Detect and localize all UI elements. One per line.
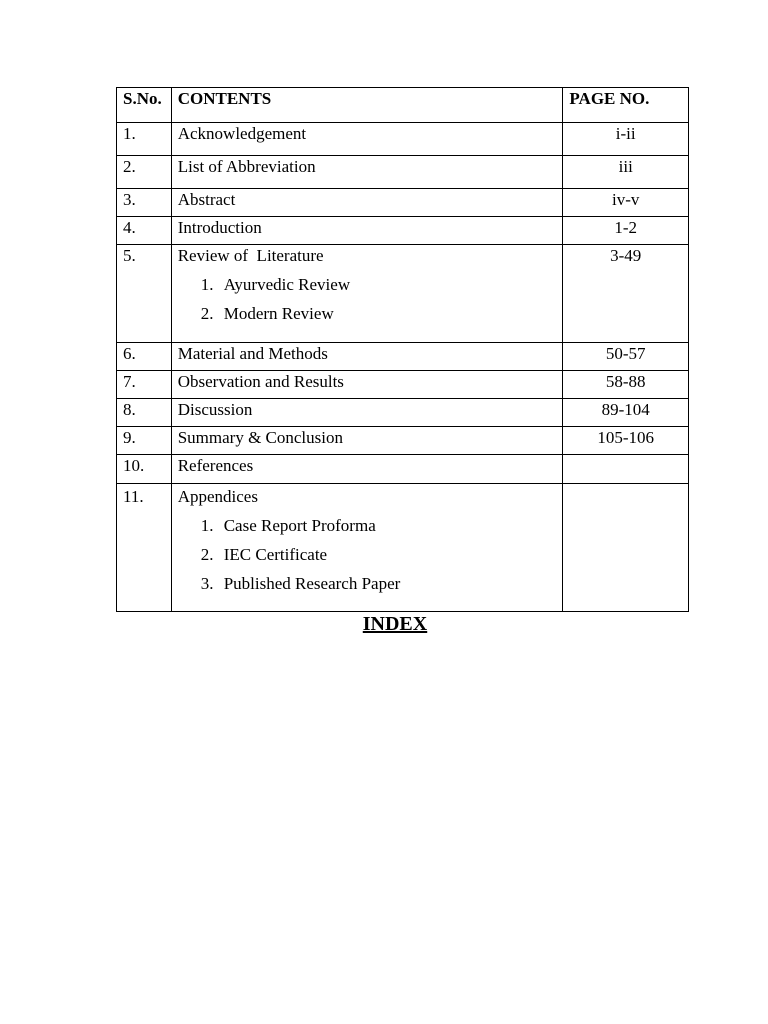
sub-item-text: Ayurvedic Review <box>223 275 351 294</box>
row-sno: 8. <box>117 399 172 427</box>
row-title: Acknowledgement <box>171 123 563 156</box>
sub-item-number: 2. <box>200 545 214 564</box>
row-page: 89-104 <box>563 399 689 427</box>
row-contents-cell <box>171 245 563 343</box>
row-contents-cell <box>171 484 563 612</box>
sub-item-text: Published Research Paper <box>223 574 401 593</box>
sub-list <box>178 270 557 328</box>
row-page: 105-106 <box>563 427 689 455</box>
row-sno: 3. <box>117 189 172 217</box>
row-sno: 10. <box>117 455 172 484</box>
sub-list-item <box>178 299 557 328</box>
row-sno: 5. <box>117 245 172 343</box>
table-row <box>117 371 689 399</box>
sub-item-number: 1. <box>200 275 214 294</box>
row-sno: 9. <box>117 427 172 455</box>
row-sno: 1. <box>117 123 172 156</box>
table-row <box>117 427 689 455</box>
table-row <box>117 343 689 371</box>
row-page <box>563 455 689 484</box>
row-title: Introduction <box>171 217 563 245</box>
row-page: 3-49 <box>563 245 689 343</box>
row-page: 50-57 <box>563 343 689 371</box>
sub-item-number: 2. <box>200 304 214 323</box>
row-title: Observation and Results <box>171 371 563 399</box>
row-sno: 11. <box>117 484 172 612</box>
sub-list-item <box>178 569 557 598</box>
sub-list <box>178 511 557 598</box>
row-sno: 6. <box>117 343 172 371</box>
row-page: iii <box>563 156 689 189</box>
row-sno: 4. <box>117 217 172 245</box>
row-page: 1-2 <box>563 217 689 245</box>
table-row <box>117 399 689 427</box>
table-row <box>117 484 689 612</box>
table-row <box>117 217 689 245</box>
row-sno: 2. <box>117 156 172 189</box>
row-title: Material and Methods <box>171 343 563 371</box>
row-title: Summary & Conclusion <box>171 427 563 455</box>
table-row <box>117 156 689 189</box>
index-title: INDEX <box>362 613 428 635</box>
row-page: iv-v <box>563 189 689 217</box>
header-page-no: PAGE NO. <box>563 88 689 123</box>
sub-item-text: Case Report Proforma <box>223 516 376 535</box>
row-page: i-ii <box>563 123 689 156</box>
header-contents: CONTENTS <box>171 88 563 123</box>
table-header-row <box>117 88 689 123</box>
sub-item-number: 1. <box>200 516 214 535</box>
table-row <box>117 245 689 343</box>
sub-item-number: 3. <box>200 574 214 593</box>
row-title: Discussion <box>171 399 563 427</box>
sub-item-text: IEC Certificate <box>223 545 328 564</box>
row-sno: 7. <box>117 371 172 399</box>
sub-list-item <box>178 511 557 540</box>
sub-list-item <box>178 270 557 299</box>
row-page: 58-88 <box>563 371 689 399</box>
row-title: References <box>171 455 563 484</box>
table-row <box>117 123 689 156</box>
row-page <box>563 484 689 612</box>
row-title: Abstract <box>171 189 563 217</box>
row-title: Review of Literature <box>177 246 324 265</box>
row-title: Appendices <box>177 487 258 506</box>
sub-item-text: Modern Review <box>223 304 334 323</box>
row-title: List of Abbreviation <box>171 156 563 189</box>
contents-table <box>116 87 689 612</box>
header-sno: S.No. <box>117 88 172 123</box>
sub-list-item <box>178 540 557 569</box>
table-row <box>117 455 689 484</box>
table-row <box>117 189 689 217</box>
